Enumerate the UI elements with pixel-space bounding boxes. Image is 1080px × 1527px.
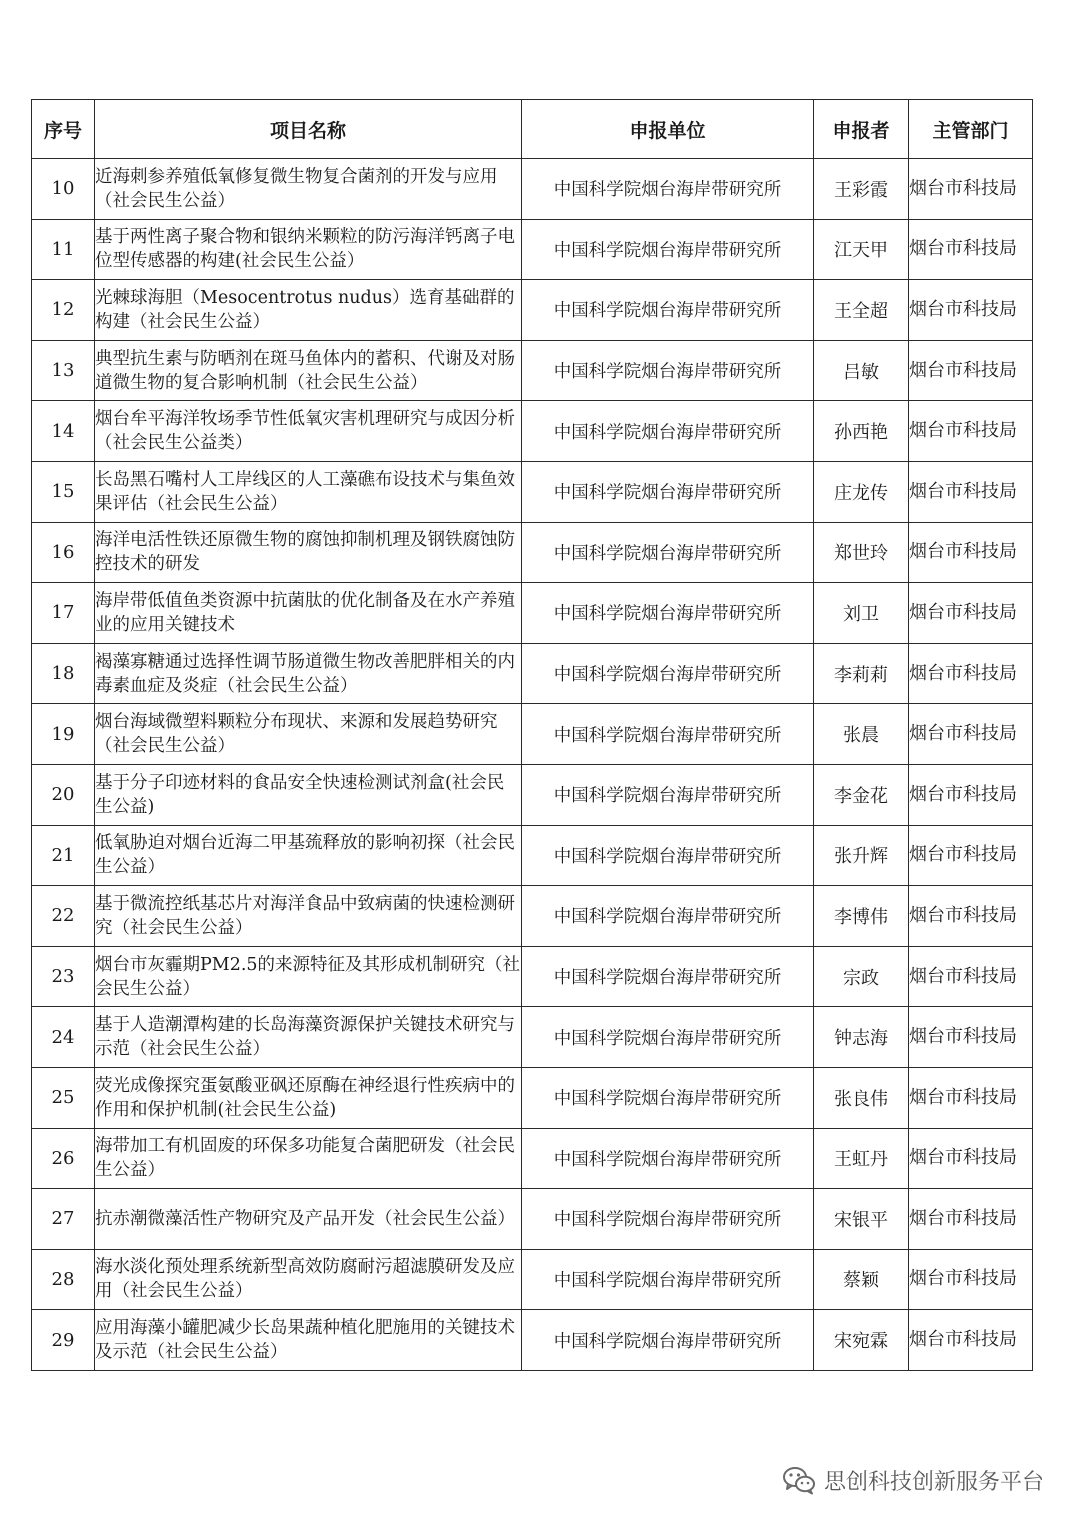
wechat-icon xyxy=(782,1465,816,1495)
cell-no: 20 xyxy=(32,764,95,825)
header-applicant: 申报者 xyxy=(814,100,909,159)
table-row xyxy=(32,764,1033,825)
cell-project-name: 海带加工有机固废的环保多功能复合菌肥研发（社会民生公益） xyxy=(95,1128,522,1189)
cell-unit: 中国科学院烟台海岸带研究所 xyxy=(522,886,814,947)
cell-dept: 烟台市科技局 xyxy=(909,461,1033,522)
cell-applicant: 王虹丹 xyxy=(814,1128,909,1189)
cell-unit: 中国科学院烟台海岸带研究所 xyxy=(522,159,814,220)
cell-dept: 烟台市科技局 xyxy=(909,946,1033,1007)
cell-dept: 烟台市科技局 xyxy=(909,583,1033,644)
cell-applicant: 李莉莉 xyxy=(814,643,909,704)
cell-no: 29 xyxy=(32,1310,95,1371)
table-row xyxy=(32,522,1033,583)
cell-dept: 烟台市科技局 xyxy=(909,159,1033,220)
table-row xyxy=(32,1189,1033,1250)
cell-unit: 中国科学院烟台海岸带研究所 xyxy=(522,219,814,280)
cell-project-name: 海岸带低值鱼类资源中抗菌肽的优化制备及在水产养殖业的应用关键技术 xyxy=(95,583,522,644)
cell-no: 25 xyxy=(32,1067,95,1128)
cell-unit: 中国科学院烟台海岸带研究所 xyxy=(522,583,814,644)
cell-unit: 中国科学院烟台海岸带研究所 xyxy=(522,1007,814,1068)
table-row xyxy=(32,1067,1033,1128)
cell-no: 14 xyxy=(32,401,95,462)
cell-project-name: 荧光成像探究蛋氨酸亚砜还原酶在神经退行性疾病中的作用和保护机制(社会民生公益) xyxy=(95,1067,522,1128)
cell-project-name: 海水淡化预处理系统新型高效防腐耐污超滤膜研发及应用（社会民生公益） xyxy=(95,1249,522,1310)
cell-no: 17 xyxy=(32,583,95,644)
table-row xyxy=(32,1128,1033,1189)
cell-project-name: 应用海藻小罐肥减少长岛果蔬种植化肥施用的关键技术及示范（社会民生公益） xyxy=(95,1310,522,1371)
cell-project-name: 典型抗生素与防晒剂在斑马鱼体内的蓄积、代谢及对肠道微生物的复合影响机制（社会民生公益） xyxy=(95,340,522,401)
cell-applicant: 蔡颖 xyxy=(814,1249,909,1310)
table-header xyxy=(32,100,1033,159)
cell-project-name: 海洋电活性铁还原微生物的腐蚀抑制机理及钢铁腐蚀防控技术的研发 xyxy=(95,522,522,583)
table-row xyxy=(32,1310,1033,1371)
cell-dept: 烟台市科技局 xyxy=(909,704,1033,765)
cell-project-name: 近海刺参养殖低氧修复微生物复合菌剂的开发与应用（社会民生公益） xyxy=(95,159,522,220)
table-row xyxy=(32,643,1033,704)
cell-applicant: 王全超 xyxy=(814,280,909,341)
cell-dept: 烟台市科技局 xyxy=(909,1249,1033,1310)
cell-no: 12 xyxy=(32,280,95,341)
cell-project-name: 长岛黑石嘴村人工岸线区的人工藻礁布设技术与集鱼效果评估（社会民生公益） xyxy=(95,461,522,522)
cell-project-name: 低氧胁迫对烟台近海二甲基巯释放的影响初探（社会民生公益） xyxy=(95,825,522,886)
cell-dept: 烟台市科技局 xyxy=(909,280,1033,341)
cell-unit: 中国科学院烟台海岸带研究所 xyxy=(522,946,814,1007)
cell-no: 21 xyxy=(32,825,95,886)
cell-unit: 中国科学院烟台海岸带研究所 xyxy=(522,1189,814,1250)
cell-no: 16 xyxy=(32,522,95,583)
header-no: 序号 xyxy=(32,100,95,159)
table-row xyxy=(32,219,1033,280)
cell-unit: 中国科学院烟台海岸带研究所 xyxy=(522,522,814,583)
cell-unit: 中国科学院烟台海岸带研究所 xyxy=(522,1249,814,1310)
header-row xyxy=(32,100,1033,159)
cell-project-name: 基于微流控纸基芯片对海洋食品中致病菌的快速检测研究（社会民生公益） xyxy=(95,886,522,947)
table-row xyxy=(32,159,1033,220)
cell-project-name: 基于人造潮潭构建的长岛海藻资源保护关键技术研究与示范（社会民生公益） xyxy=(95,1007,522,1068)
header-unit: 申报单位 xyxy=(522,100,814,159)
cell-no: 24 xyxy=(32,1007,95,1068)
table-row xyxy=(32,340,1033,401)
table-row xyxy=(32,1249,1033,1310)
cell-project-name: 基于两性离子聚合物和银纳米颗粒的防污海洋钙离子电位型传感器的构建(社会民生公益） xyxy=(95,219,522,280)
cell-no: 23 xyxy=(32,946,95,1007)
cell-no: 10 xyxy=(32,159,95,220)
cell-applicant: 宗政 xyxy=(814,946,909,1007)
cell-dept: 烟台市科技局 xyxy=(909,1128,1033,1189)
table-row xyxy=(32,280,1033,341)
cell-dept: 烟台市科技局 xyxy=(909,1007,1033,1068)
cell-applicant: 宋宛霖 xyxy=(814,1310,909,1371)
cell-dept: 烟台市科技局 xyxy=(909,340,1033,401)
cell-applicant: 李金花 xyxy=(814,764,909,825)
cell-unit: 中国科学院烟台海岸带研究所 xyxy=(522,704,814,765)
table-row xyxy=(32,704,1033,765)
table-body xyxy=(32,159,1033,1371)
cell-dept: 烟台市科技局 xyxy=(909,1189,1033,1250)
cell-dept: 烟台市科技局 xyxy=(909,643,1033,704)
table-row xyxy=(32,825,1033,886)
cell-unit: 中国科学院烟台海岸带研究所 xyxy=(522,764,814,825)
cell-project-name: 烟台牟平海洋牧场季节性低氧灾害机理研究与成因分析（社会民生公益类） xyxy=(95,401,522,462)
cell-project-name: 光棘球海胆（Mesocentrotus nudus）选育基础群的构建（社会民生公益） xyxy=(95,280,522,341)
table-row xyxy=(32,583,1033,644)
cell-dept: 烟台市科技局 xyxy=(909,401,1033,462)
cell-unit: 中国科学院烟台海岸带研究所 xyxy=(522,1128,814,1189)
cell-no: 27 xyxy=(32,1189,95,1250)
cell-project-name: 基于分子印迹材料的食品安全快速检测试剂盒(社会民生公益) xyxy=(95,764,522,825)
cell-unit: 中国科学院烟台海岸带研究所 xyxy=(522,1067,814,1128)
cell-no: 13 xyxy=(32,340,95,401)
cell-project-name: 褐藻寡糖通过选择性调节肠道微生物改善肥胖相关的内毒素血症及炎症（社会民生公益） xyxy=(95,643,522,704)
header-name: 项目名称 xyxy=(95,100,522,159)
cell-dept: 烟台市科技局 xyxy=(909,825,1033,886)
project-table xyxy=(31,99,1033,1371)
table-row xyxy=(32,461,1033,522)
cell-dept: 烟台市科技局 xyxy=(909,1067,1033,1128)
cell-applicant: 刘卫 xyxy=(814,583,909,644)
cell-project-name: 抗赤潮微藻活性产物研究及产品开发（社会民生公益） xyxy=(95,1189,522,1250)
cell-applicant: 江天甲 xyxy=(814,219,909,280)
cell-applicant: 钟志海 xyxy=(814,1007,909,1068)
cell-applicant: 庄龙传 xyxy=(814,461,909,522)
watermark-text: 思创科技创新服务平台 xyxy=(823,1469,1044,1495)
cell-no: 18 xyxy=(32,643,95,704)
watermark xyxy=(782,1462,1044,1498)
table-row xyxy=(32,401,1033,462)
cell-unit: 中国科学院烟台海岸带研究所 xyxy=(522,825,814,886)
header-dept: 主管部门 xyxy=(909,100,1033,159)
cell-unit: 中国科学院烟台海岸带研究所 xyxy=(522,340,814,401)
cell-unit: 中国科学院烟台海岸带研究所 xyxy=(522,401,814,462)
cell-dept: 烟台市科技局 xyxy=(909,522,1033,583)
cell-no: 11 xyxy=(32,219,95,280)
cell-no: 22 xyxy=(32,886,95,947)
cell-dept: 烟台市科技局 xyxy=(909,1310,1033,1371)
cell-applicant: 郑世玲 xyxy=(814,522,909,583)
cell-applicant: 王彩霞 xyxy=(814,159,909,220)
cell-dept: 烟台市科技局 xyxy=(909,764,1033,825)
cell-unit: 中国科学院烟台海岸带研究所 xyxy=(522,1310,814,1371)
cell-unit: 中国科学院烟台海岸带研究所 xyxy=(522,643,814,704)
table-row xyxy=(32,1007,1033,1068)
cell-applicant: 吕敏 xyxy=(814,340,909,401)
cell-unit: 中国科学院烟台海岸带研究所 xyxy=(522,461,814,522)
cell-dept: 烟台市科技局 xyxy=(909,219,1033,280)
cell-applicant: 孙西艳 xyxy=(814,401,909,462)
cell-no: 19 xyxy=(32,704,95,765)
cell-dept: 烟台市科技局 xyxy=(909,886,1033,947)
cell-applicant: 张晨 xyxy=(814,704,909,765)
table-row xyxy=(32,946,1033,1007)
cell-applicant: 宋银平 xyxy=(814,1189,909,1250)
cell-no: 26 xyxy=(32,1128,95,1189)
table-row xyxy=(32,886,1033,947)
cell-project-name: 烟台海域微塑料颗粒分布现状、来源和发展趋势研究（社会民生公益） xyxy=(95,704,522,765)
cell-no: 15 xyxy=(32,461,95,522)
cell-project-name: 烟台市灰霾期PM2.5的来源特征及其形成机制研究（社会民生公益） xyxy=(95,946,522,1007)
cell-unit: 中国科学院烟台海岸带研究所 xyxy=(522,280,814,341)
cell-applicant: 李博伟 xyxy=(814,886,909,947)
cell-applicant: 张良伟 xyxy=(814,1067,909,1128)
cell-no: 28 xyxy=(32,1249,95,1310)
cell-applicant: 张升辉 xyxy=(814,825,909,886)
